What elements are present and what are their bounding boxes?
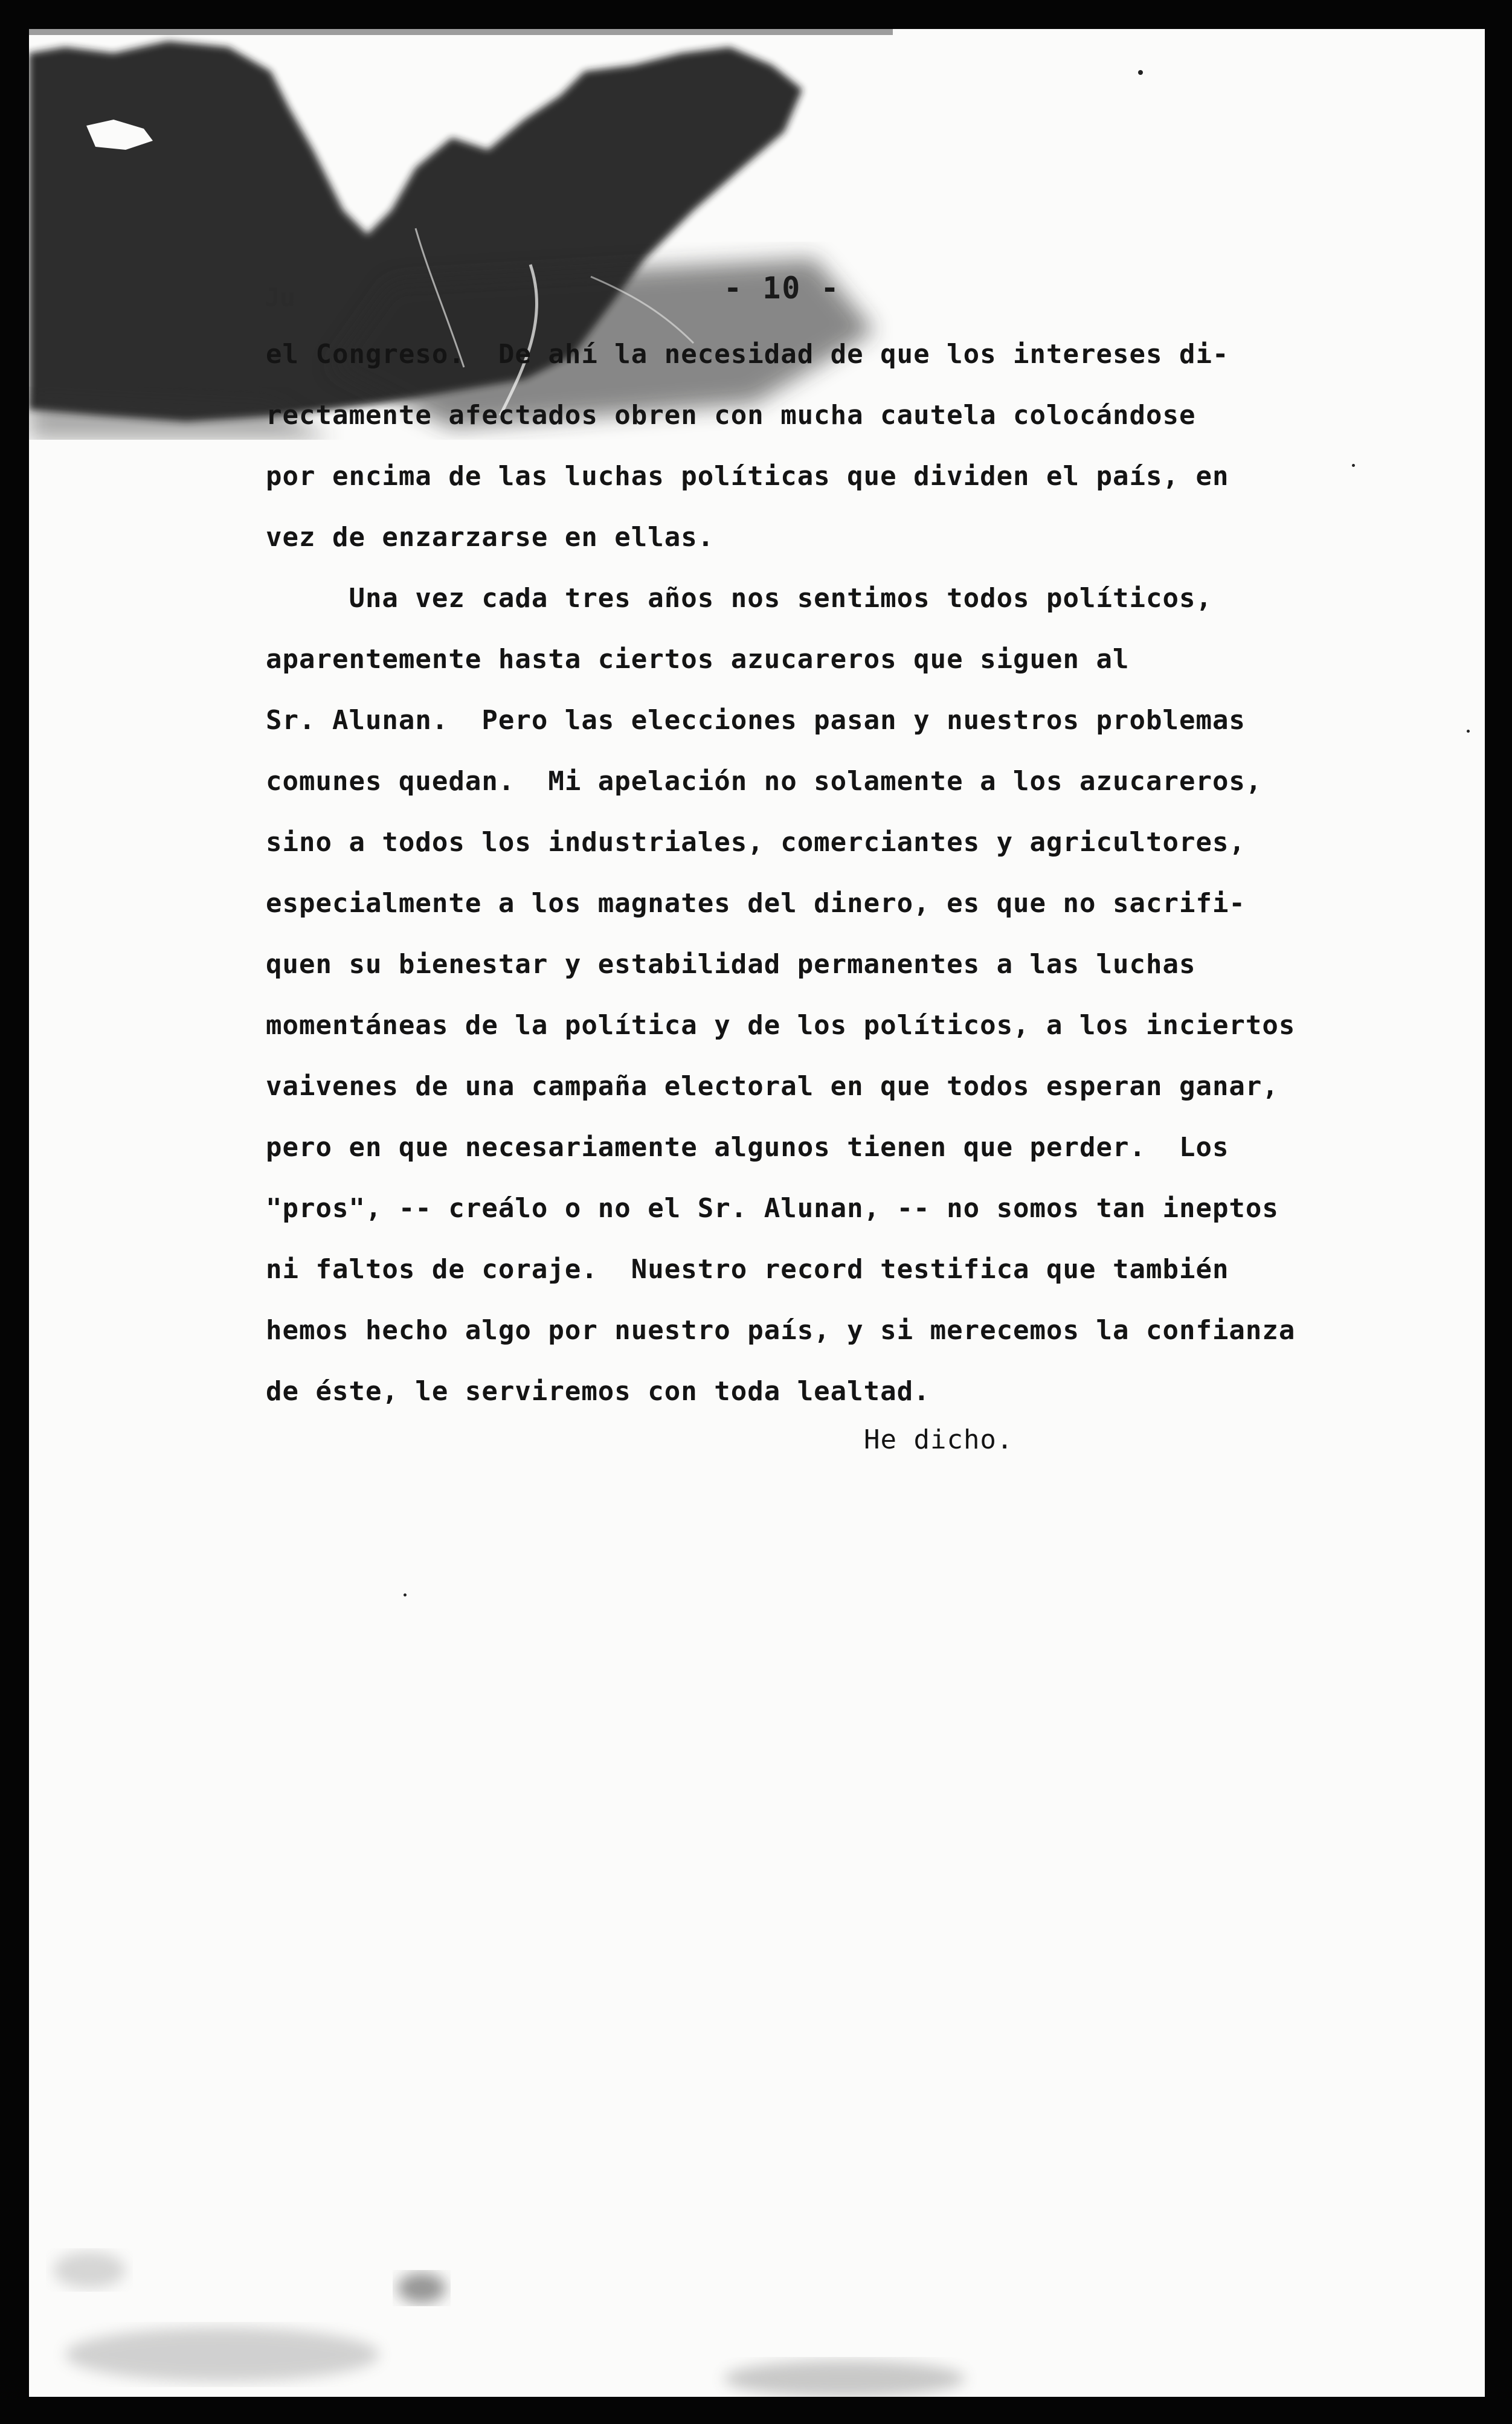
text-line: sino a todos los industriales, comerciantes y agricultores, — [266, 827, 1246, 858]
text-line: de éste, le serviremos con toda lealtad. — [266, 1376, 930, 1407]
page-number: - 10 - — [724, 271, 840, 306]
text-line: especialmente a los magnates del dinero, es que no sacrifi- — [266, 888, 1246, 919]
text-line: "pros", -- creálo o no el Sr. Alunan, -- no somos tan ineptos — [266, 1193, 1279, 1224]
body-text — [266, 324, 1432, 1422]
text-line: momentáneas de la política y de los políticos, a los inciertos — [266, 1010, 1296, 1041]
text-line: pero en que necesariamente algunos tienen que perder. Los — [266, 1132, 1229, 1163]
text-line: ni faltos de coraje. Nuestro record testifica que también — [266, 1254, 1229, 1285]
closing-line: He dicho. — [864, 1424, 1014, 1455]
text-line: aparentemente hasta ciertos azucareros que siguen al — [266, 644, 1130, 675]
text-line: comunes quedan. Mi apelación no solamente a los azucareros, — [266, 766, 1263, 797]
text-line: rectamente afectados obren con mucha cautela colocándose — [266, 400, 1196, 431]
speck — [404, 1593, 407, 1596]
speck — [1138, 70, 1143, 75]
text-line: el Congreso. De ahí la necesidad de que los intereses di- — [266, 339, 1229, 370]
document-page — [29, 29, 1485, 2397]
text-line: Sr. Alunan. Pero las elecciones pasan y nuestros problemas — [266, 705, 1246, 736]
speck — [1467, 730, 1470, 733]
text-line: vaivenes de una campaña electoral en que todos esperan ganar, — [266, 1071, 1279, 1102]
bottom-speckle — [29, 2234, 1056, 2397]
text-line: hemos hecho algo por nuestro país, y si merecemos la confianza — [266, 1315, 1296, 1346]
text-line: Una vez cada tres años nos sentimos todos políticos, — [266, 583, 1212, 614]
corner-mark: Ju — [265, 283, 295, 312]
text-line: quen su bienestar y estabilidad permanentes a las luchas — [266, 949, 1196, 980]
text-line: por encima de las luchas políticas que dividen el país, en — [266, 461, 1229, 492]
text-line: vez de enzarzarse en ellas. — [266, 522, 715, 553]
